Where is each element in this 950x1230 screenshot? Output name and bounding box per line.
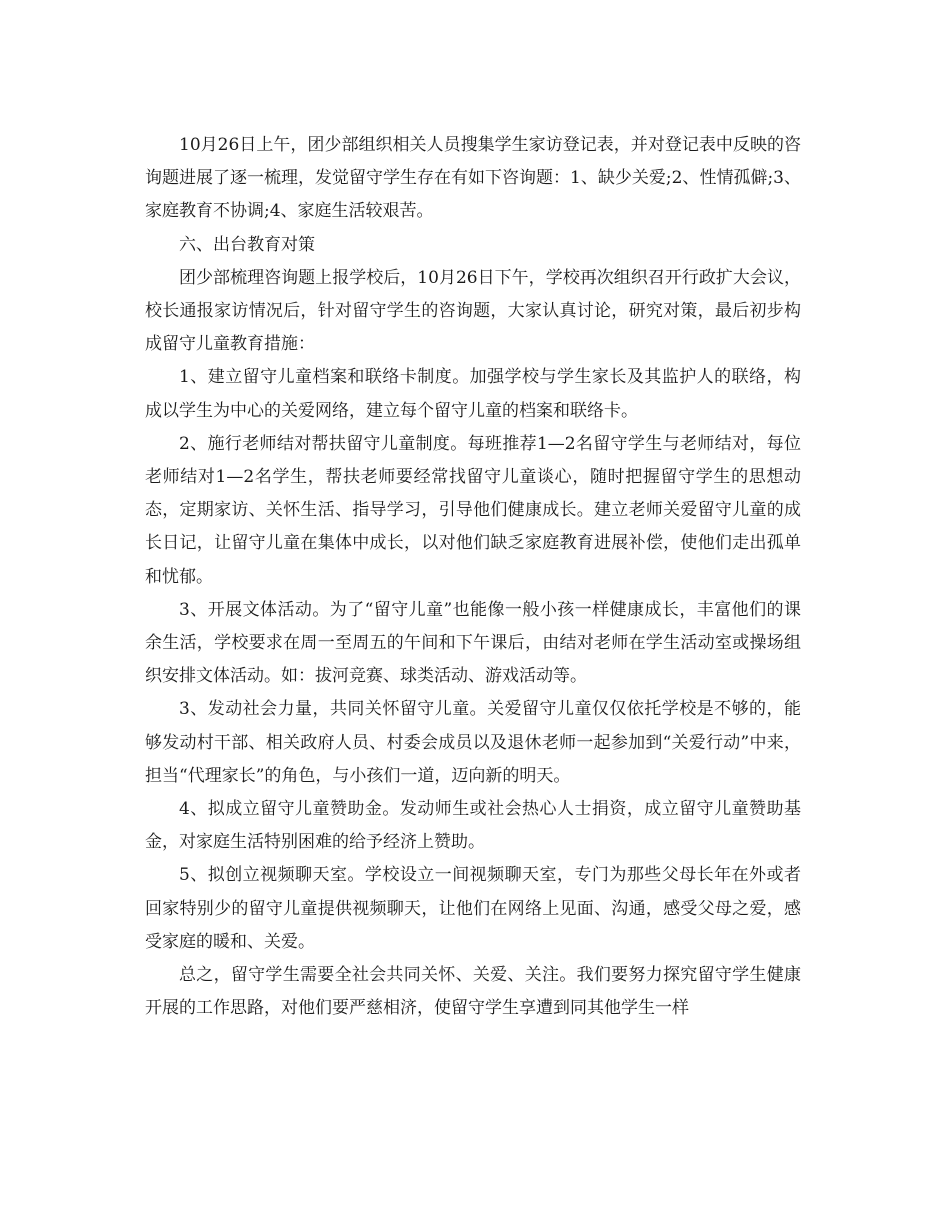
paragraph-measure-sponsorship-fund: 4、拟成立留守儿童赞助金。发动师生或社会热心人士捐资，成立留守儿童赞助基金，对家庭生活特别困难的给予经济上赞助。 [145,799,801,853]
paragraph-home-visit-findings: 10月26日上午，团少部组织相关人员搜集学生家访登记表，并对登记表中反映的咨询题进展了逐一梳理，发觉留守学生存在有如下咨询题：1、缺少关爱;2、性情孤僻;3、家庭教育不协调;4、家庭生活较艰苦。 [145,135,801,222]
document-body [145,129,801,1025]
paragraph-administrative-meeting: 团少部梳理咨询题上报学校后，10月26日下午，学校再次组织召开行政扩大会议，校长通报家访情况后，针对留守学生的咨询题，大家认真讨论，研究对策，最后初步构成留守儿童教育措施： [145,267,801,355]
paragraph-measure-teacher-pairing: 2、施行老师结对帮扶留守儿童制度。每班推荐1—2名留守学生与老师结对，每位老师结对1—2名学生，帮扶老师要经常找留守儿童谈心，随时把握留守学生的思想动态，定期家访、关怀生活、指导学习，引导他们健康成长。建立老师关爱留守儿童的成长日记，让留守儿童在集体中成长，以对他们缺乏家庭教育进展补偿，使他们走出孤单和忧郁。 [145,433,801,587]
paragraph-conclusion: 总之，留守学生需要全社会共同关怀、关爱、关注。我们要努力探究留守学生健康开展的工作思路，对他们要严慈相济，使留守学生享遭到同其他学生一样 [145,965,801,1019]
paragraph-measure-cultural-activities: 3、开展文体活动。为了“留守儿童”也能像一般小孩一样健康成长，丰富他们的课余生活，学校要求在周一至周五的午间和下午课后，由结对老师在学生活动室或操场组织安排文体活动。如：拔河竞赛、球类活动、游戏活动等。 [145,599,801,687]
paragraph-measure-social-forces: 3、发动社会力量，共同关怀留守儿童。关爱留守儿童仅仅依托学校是不够的，能够发动村干部、相关政府人员、村委会成员以及退休老师一起参加到“关爱行动”中来，担当“代理家长”的角色，与小孩们一道，迈向新的明天。 [145,699,801,786]
section-heading-education-measures: 六、出台教育对策 [179,234,315,255]
paragraph-measure-archive-card: 1、建立留守儿童档案和联络卡制度。加强学校与学生家长及其监护人的联络，构成以学生为中心的关爱网络，建立每个留守儿童的档案和联络卡。 [145,367,801,421]
paragraph-measure-video-chat-room: 5、拟创立视频聊天室。学校设立一间视频聊天室，专门为那些父母长年在外或者回家特别少的留守儿童提供视频聊天，让他们在网络上见面、沟通，感受父母之爱，感受家庭的暖和、关爱。 [145,865,801,952]
